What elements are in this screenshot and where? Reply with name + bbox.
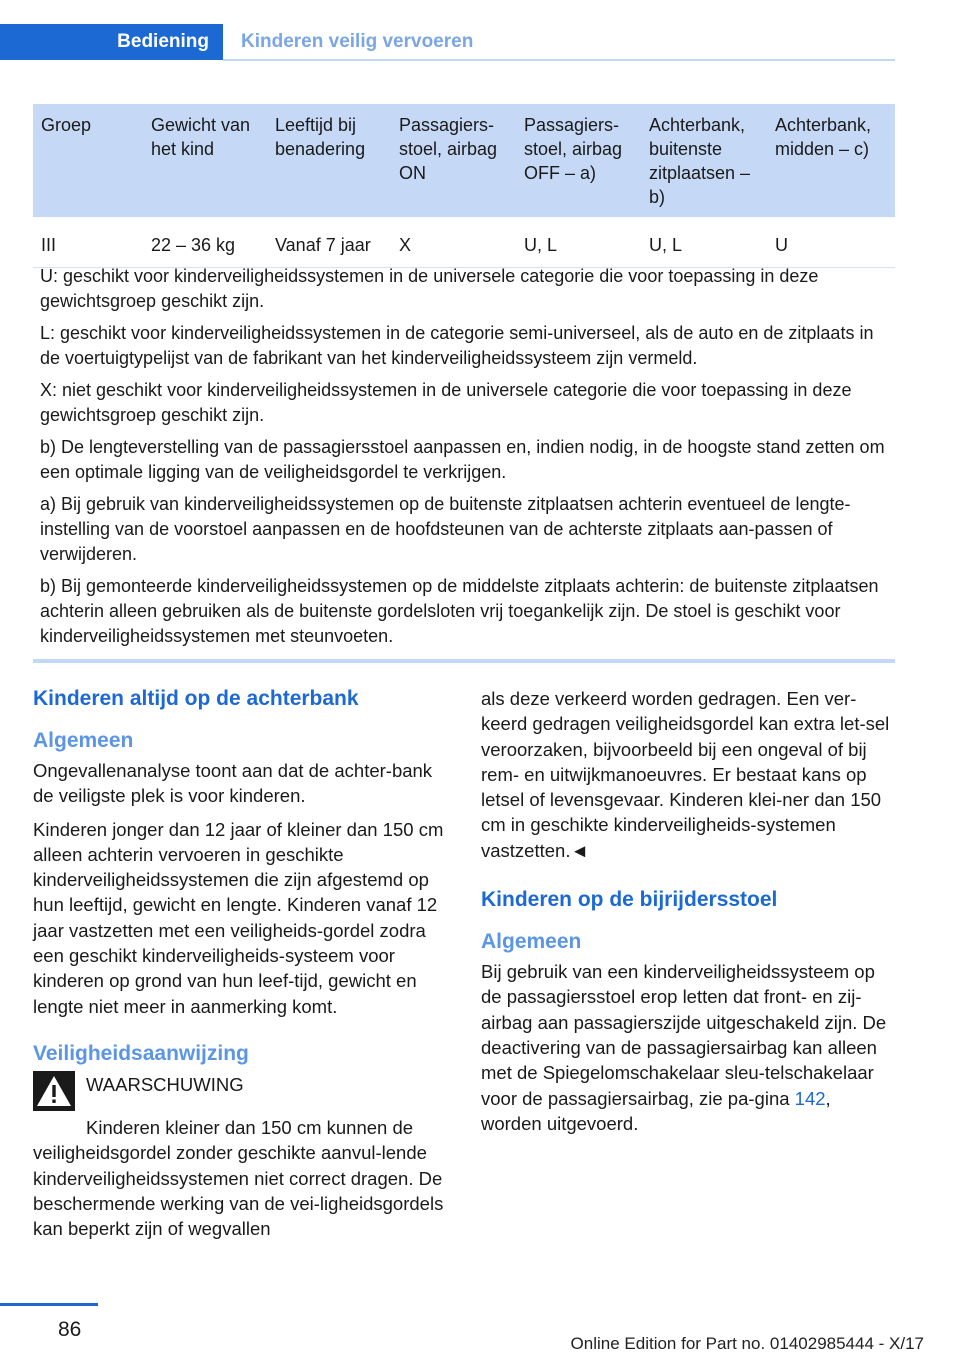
page-number: 86 [58,1318,82,1341]
page-link[interactable]: 142 [794,1087,826,1109]
table-note: X: niet geschikt voor kinderveiligheidssystemen in de universele categorie die voor toepassing in deze gewichtsgroep geschikt zijn. [40,380,852,425]
header-divider [223,59,895,61]
paragraph: Kinderen jonger dan 12 jaar of kleiner dan 150 cm alleen achterin vervoeren in geschikte kinderveiligheidssystemen die zijn afgestemd op hun leeftijd, gewicht en lengte. Kinderen vanaf 12 jaar vastzetten met een veiligheids-gordel zodra een geschikt kinderveiligheids-systeem voor kinderen op grond van hun leef-tijd, gewicht en lengte niet meer in aanmerking komt. [33,818,444,1017]
table-notes [40,264,890,656]
paragraph: als deze verkeerd worden gedragen. Een ver-keerd gedragen veiligheidsgordel kan extra let-sel veroorzaken, bijvoorbeeld bij een ongeval of bij rem- en uitwijkmanoeuvres. Er bestaat kans op letsel of levensgevaar. Kinderen klei-ner dan 150 cm in geschikte kinderveiligheids-systemen vastzetten.◄ [481,688,890,861]
subheading-general: Algemeen [481,930,582,954]
table-cell: 22 – 36 kg [143,217,267,268]
table-header-row [33,104,895,217]
chapter-tab: Bediening [0,24,223,60]
table-cell: U, L [641,217,767,268]
right-column [481,686,895,1144]
table-note: U: geschikt voor kinderveiligheidssystemen in de universele categorie die voor toepassing in deze gewichtsgroep geschikt zijn. [40,266,819,311]
table-header-cell: Leeftijd bij benadering [267,104,391,217]
table-header-cell: Passagiers-stoel, airbag ON [391,104,516,217]
table-header-cell: Achterbank, midden – c) [767,104,895,217]
table-header-cell: Passagiers-stoel, airbag OFF – a) [516,104,641,217]
table-cell: X [391,217,516,268]
table-cell: III [33,217,143,268]
table-note: b) De lengteverstelling van de passagiersstoel aanpassen en, indien nodig, in de hoogste stand zetten om een optimale ligging van de veiligheidsgordel te verkrijgen. [40,437,885,482]
table-cell: U [767,217,895,268]
warning-text: Kinderen kleiner dan 150 cm kunnen de veiligheidsgordel zonder geschikte aanvul-lende kinderveiligheidssystemen niet correct dragen. De beschermende werking van de vei-ligheidsgordels kan beperkt zijn of wegvallen [33,1116,444,1240]
section-tab: Kinderen veilig vervoeren [241,31,474,52]
table-bottom-divider [33,659,895,663]
table-header-cell: Achterbank, buitenste zitplaatsen – b) [641,104,767,217]
table-note: a) Bij gebruik van kinderveiligheidssystemen op de buitenste zitplaatsen achterin eventueel de lengte-instelling van de voorstoel aanpassen en de hoofdsteunen van de achterste zitplaats aan-passen of verwijderen. [40,494,851,564]
table-cell: U, L [516,217,641,268]
warning-title: WAARSCHUWING [86,1073,244,1095]
section-title-rear-seat: Kinderen altijd op de achterbank [33,687,359,710]
paragraph: Ongevallenanalyse toont aan dat de achter-bank de veiligste plek is voor kinderen. [33,760,433,807]
paragraph-airbag [481,959,895,1136]
page-header [0,24,895,62]
subheading-general: Algemeen [33,729,134,752]
paragraph-text: Bij gebruik van een kinderveiligheidssysteem op de passagiersstoel erop letten dat front- en zij-airbag aan passagierszijde uitgeschakeld zijn. De deactivering van de passagiersairbag kan alleen met de Spiegelomschakelaar sleu-telschakelaar voor de passagiersairbag, zie pa-gina [481,961,887,1109]
left-column [33,684,448,1249]
subheading-safety-note: Veiligheidsaanwijzing [33,1041,249,1065]
section-title-passenger-seat: Kinderen op de bijrijdersstoel [481,888,778,912]
table-cell: Vanaf 7 jaar [267,217,391,268]
table-row [33,217,895,268]
footer-rule [0,1303,98,1306]
table-header-cell: Groep [33,104,143,217]
paragraph-text: , worden uitgevoerd. [481,1087,831,1134]
table-note: L: geschikt voor kinderveiligheidssystemen in de categorie semi-universeel, als de auto en de zitplaats in de voertuigtypelijst van de fabrikant van het kinderveiligheidssysteem zijn vermeld. [40,323,874,368]
warning-triangle-icon [33,1071,75,1111]
table-header-cell: Gewicht van het kind [143,104,267,217]
edition-label: Online Edition for Part no. 01402985444 - X/17 [570,1334,924,1353]
table-note: b) Bij gemonteerde kinderveiligheidssystemen op de middelste zitplaats achterin: de buitenste zitplaatsen achterin alleen gebruiken als de buitenste gordelsloten vrij toegankelijk zijn. De stoel is geschikt voor kinderveiligheidssystemen met steunvoeten. [40,576,879,646]
warning-block [33,1071,448,1111]
seat-suitability-table [33,104,895,268]
